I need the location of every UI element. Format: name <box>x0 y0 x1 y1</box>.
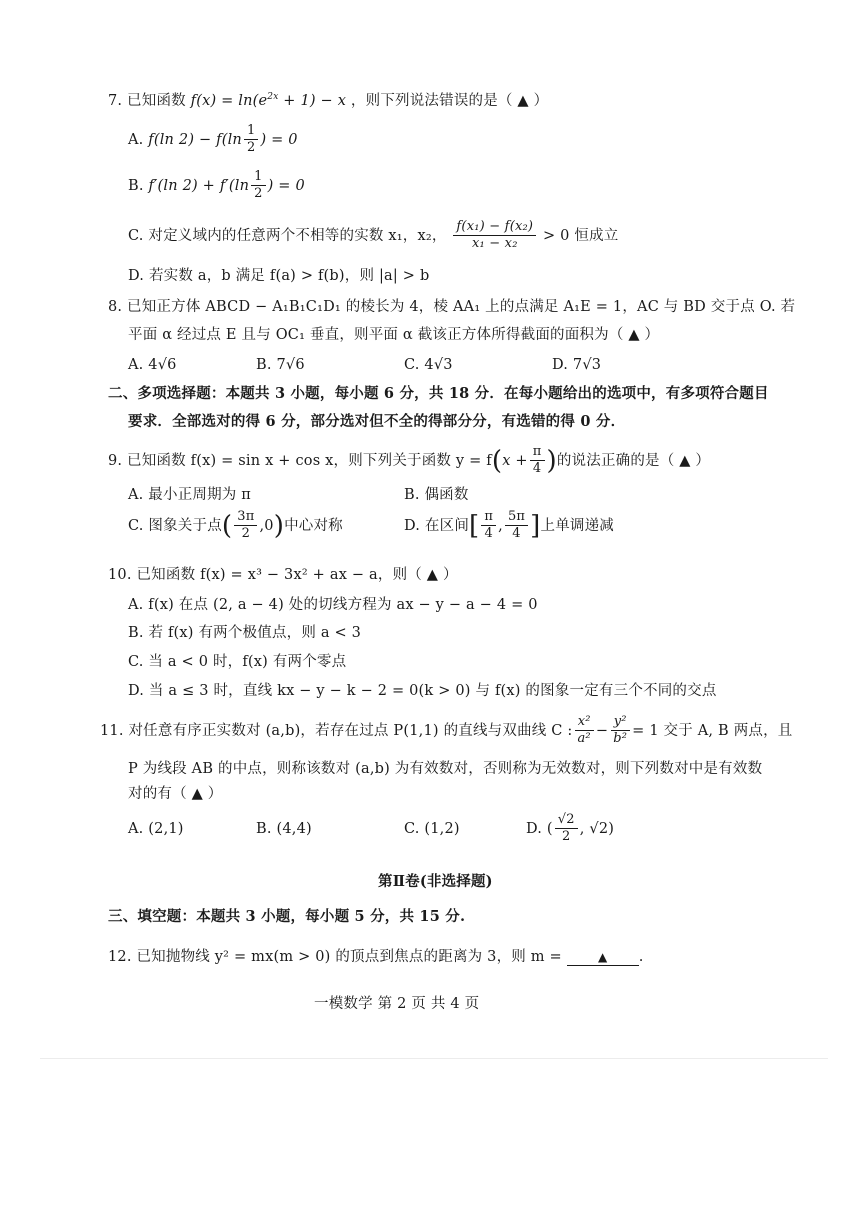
q11-option-b: B. (4,4) <box>256 821 312 837</box>
q8-option-c: C. 4√3 <box>404 357 453 373</box>
page-bottom-divider <box>40 1058 828 1059</box>
q9-option-b: B. 偶函数 <box>404 487 469 503</box>
q10-stem: 10. 已知函数 f(x) = x³ − 3x² + ax − a，则（ ▲ ） <box>108 567 458 583</box>
q8-option-b: B. 7√6 <box>256 357 305 373</box>
q11-line2: P 为线段 AB 的中点，则称该数对 (a,b) 为有效数对，否则称为无效数对，则下列数对中是有效数 <box>128 761 763 777</box>
q11-option-d: D. ( $\frac{√2}{2}$ , √2) <box>526 812 615 845</box>
q11-option-c: C. (1,2) <box>404 821 460 837</box>
section2-heading-line2: 要求．全部选对的得 6 分，部分选对但不全的得部分分，有选错的得 0 分． <box>128 413 626 430</box>
q7-option-a: A. f(ln 2) − f(ln $\frac{1}{2}$ ) = 0 <box>128 123 298 156</box>
q9-stem: 9. 已知函数 f(x) = sin x + cos x，则下列关于函数 y = f(x + $\frac{\pi}{4}$ )的说法正确的是（ ▲ ） <box>108 444 711 477</box>
q11-line3: 对的有（ ▲ ） <box>128 786 223 802</box>
q11-line1: 11. 对任意有序正实数对 (a,b)，若存在过点 P(1,1) 的直线与双曲线 C : $\frac{\text{x²}}{\text{a²}}$ − $\frac{\text{y²}}{\text{b²}}$ = 1 交于 A, B 两点，且 <box>100 714 793 747</box>
q9-option-c: C. 图象关于点( $\frac{3\pi}{2}$ ,0)中心对称 <box>128 509 343 542</box>
q8-line1: 8. 已知正方体 ABCD − A₁B₁C₁D₁ 的棱长为 4，棱 AA₁ 上的点满足 A₁E = 1，AC 与 BD 交于点 O. 若 <box>108 299 796 315</box>
q8-line2: 平面 α 经过点 E 且与 OC₁ 垂直，则平面 α 截该正方体所得截面的面积为（ ▲ ） <box>128 327 660 343</box>
part2-title: 第Ⅱ卷(非选择题) <box>378 873 493 890</box>
q10-option-a: A. f(x) 在点 (2, a − 4) 处的切线方程为 ax − y − a − 4 = 0 <box>128 597 538 613</box>
page-footer: 一模数学 第 2 页 共 4 页 <box>314 996 480 1012</box>
q9-option-d: D. 在区间[ $\frac{\pi}{4}$ , $\frac{5\pi}{4}$ ]上单调递减 <box>404 509 614 542</box>
q11-option-a: A. (2,1) <box>128 821 184 837</box>
q8-option-d: D. 7√3 <box>552 357 602 373</box>
q10-option-b: B. 若 f(x) 有两个极值点，则 a < 3 <box>128 625 362 641</box>
q10-option-d: D. 当 a ≤ 3 时，直线 kx − y − k − 2 = 0(k > 0) 与 f(x) 的图象一定有三个不同的交点 <box>128 683 717 699</box>
q12-answer-blank[interactable]: ▲ <box>567 950 639 966</box>
section2-heading-line1: 二、多项选择题：本题共 3 小题，每小题 6 分，共 18 分．在每小题给出的选项中，有多项符合题目 <box>108 385 769 402</box>
section3-heading: 三、填空题：本题共 3 小题，每小题 5 分，共 15 分. <box>108 908 466 925</box>
q8-option-a: A. 4√6 <box>128 357 177 373</box>
q7-option-b: B. f′(ln 2) + f′(ln $\frac{1}{2}$ ) = 0 <box>128 169 305 202</box>
q10-option-c: C. 当 a < 0 时，f(x) 有两个零点 <box>128 654 347 670</box>
q7-option-d: D. 若实数 a，b 满足 f(a) > f(b)，则 |a| > b <box>128 268 430 284</box>
q9-option-a: A. 最小正周期为 π <box>128 487 252 503</box>
q12-stem: 12. 已知抛物线 y² = mx(m > 0) 的顶点到焦点的距离为 3，则 m = ▲ . <box>108 949 644 965</box>
q7-option-c: C. 对定义域内的任意两个不相等的实数 x₁，x₂， $\frac{\text{f(x₁) − f(x₂)}}{\text{x₁ − x₂}}$ > 0 恒成立 <box>128 219 619 252</box>
q7-stem: 7. 已知函数 $f(x) = \ln(e^{2x} + 1) - x$ ，则下列说法错误的是（ ▲ ） <box>108 92 549 109</box>
